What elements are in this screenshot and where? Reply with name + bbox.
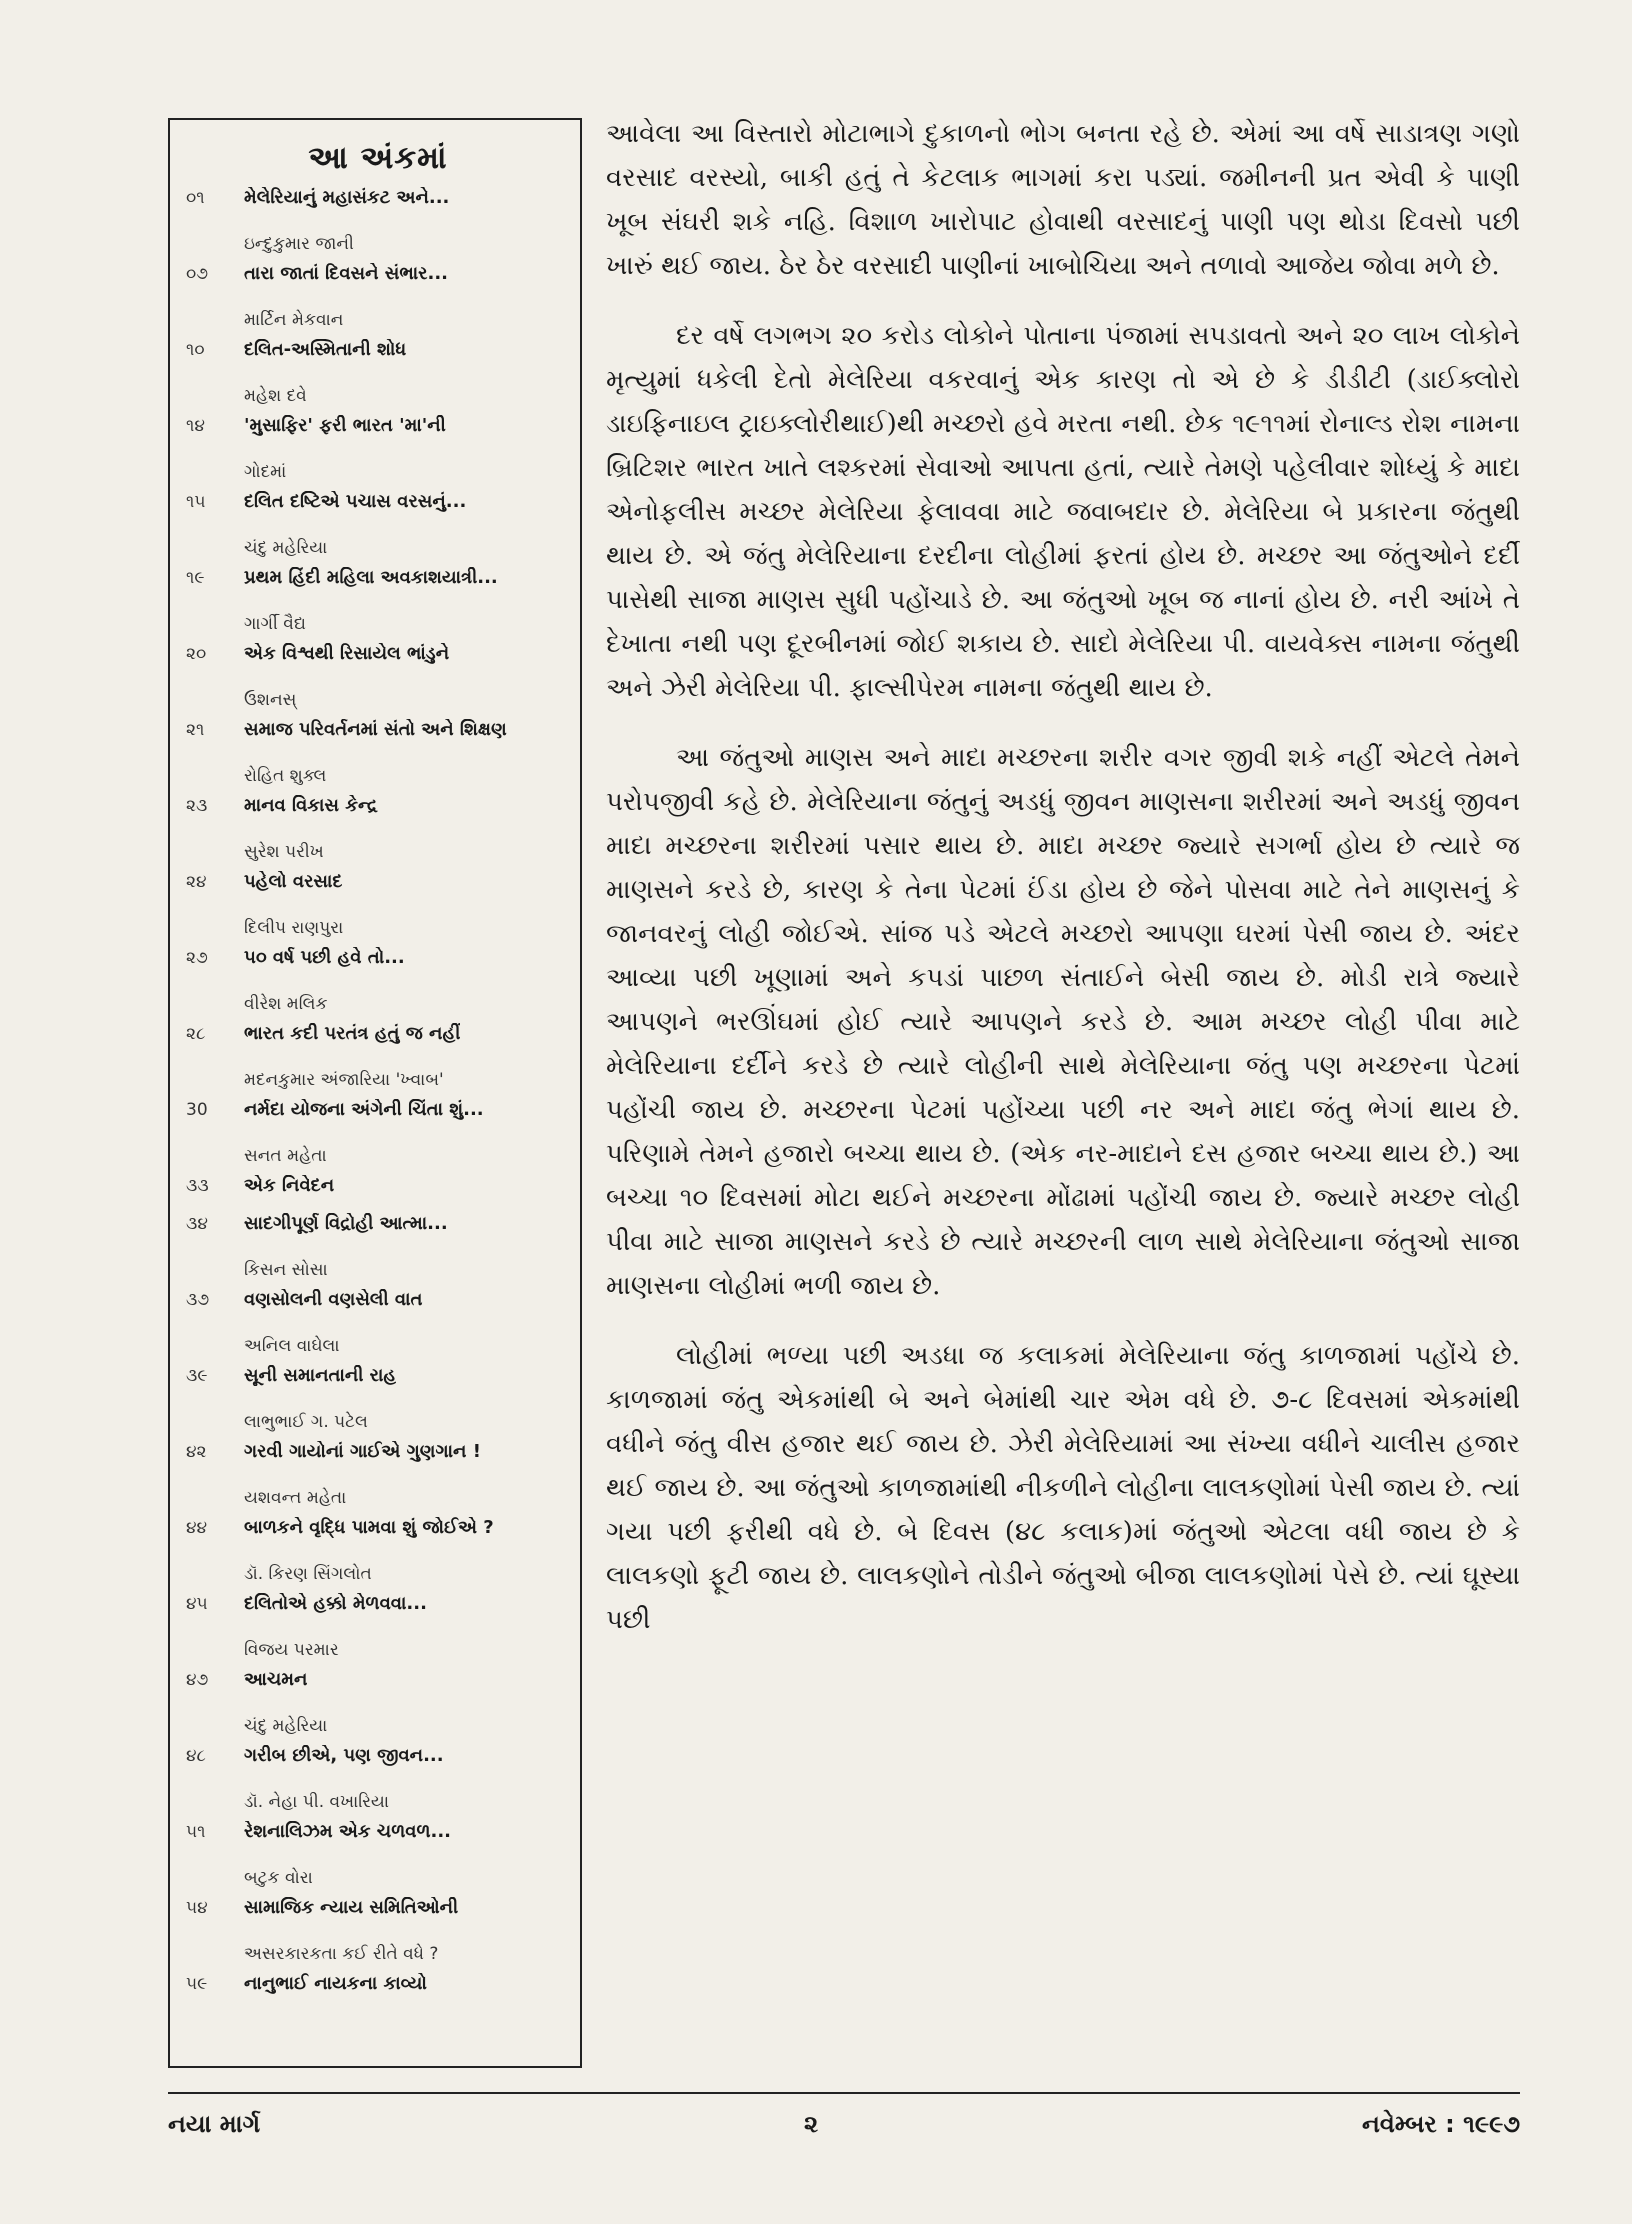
toc-entry-title: ૫૦ વર્ષ પછી હવે તો...	[244, 947, 405, 968]
toc-page-number: ૫૪	[186, 1898, 208, 1918]
toc-page-number: ૧૯	[186, 568, 205, 588]
toc-entry	[186, 795, 570, 871]
toc-entry-title: બાળકને વૃદ્ધિ પામવા શું જોઈએ ?	[244, 1517, 494, 1538]
toc-entry-line	[186, 1441, 570, 1479]
toc-page-number: ૧૦	[186, 340, 205, 360]
toc-page-number: ૩૪	[186, 1214, 208, 1234]
toc-entry	[186, 1669, 570, 1745]
toc-entry-line	[186, 1099, 570, 1137]
toc-page-number: ૨૦	[186, 644, 207, 664]
toc-entry-line	[186, 491, 570, 529]
toc-entry-author: યશવન્ત મહેતા	[244, 1488, 347, 1508]
toc-entry	[186, 415, 570, 491]
toc-title: આ અંકમાં	[308, 140, 448, 176]
toc-page-number: ૨૧	[186, 720, 205, 740]
table-of-contents	[168, 118, 582, 2068]
toc-entry-title: સામાજિક ન્યાય સમિતિઓની	[244, 1897, 459, 1918]
article-body	[606, 112, 1520, 2082]
article-paragraph: આ જંતુઓ માણસ અને માદા મચ્છરના શરીર વગર જીવી શકે નહીં એટલે તેમને પરોપજીવી કહે છે. મેલેરિયાના જંતુનું અડધું જીવન માણસના શરીરમાં અને અડધું જીવન માદા મચ્છરના શરીરમાં પસાર થાય છે. માદા મચ્છર જ્યારે સગર્ભા હોય છે ત્યારે જ માણસને કરડે છે, કારણ કે તેના પેટમાં ઈંડા હોય છે જેને પોસવા માટે તેને માણસનું કે જાનવરનું લોહી જોઈએ. સાંજ પડે એટલે મચ્છરો આપણા ઘરમાં પેસી જાય છે. અંદર આવ્યા પછી ખૂણામાં અને કપડાં પાછળ સંતાઈને બેસી જાય છે. મોડી રાત્રે જ્યારે આપણને ભરઊંઘમાં હોઈ ત્યારે આપણને કરડે છે. આમ મચ્છર લોહી પીવા માટે મેલેરિયાના દર્દીને કરડે છે ત્યારે લોહીની સાથે મેલેરિયાના જંતુ પણ મચ્છરના પેટમાં પહોંચી જાય છે. મચ્છરના પેટમાં પહોંચ્યા પછી નર અને માદા જંતુ ભેગાં થાય છે. પરિણામે તેમને હજારો બચ્ચા થાય છે. (એક નર-માદાને દસ હજાર બચ્ચા થાય છે.) આ બચ્ચા ૧૦ દિવસમાં મોટા થઈને મચ્છરના મોંઢામાં પહોંચી જાય છે. જ્યારે મચ્છર લોહી પીવા માટે સાજા માણસને કરડે છે ત્યારે મચ્છરની લાળ સાથે મેલેરિયાના જંતુઓ સાજા માણસના લોહીમાં ભળી જાય છે.	[606, 743, 1520, 1301]
toc-entry	[186, 1897, 570, 1973]
toc-entry-title: સમાજ પરિવર્તનમાં સંતો અને શિક્ષણ	[244, 719, 507, 740]
toc-entry-title: દલિત દષ્ટિએ પચાસ વરસનું...	[244, 491, 467, 512]
toc-entry-title: ભારત કદી પરતંત્ર હતું જ નહીં	[244, 1023, 461, 1044]
toc-page-number: ૪૨	[186, 1442, 207, 1462]
toc-entry-title: ગરવી ગાયોનાં ગાઈએ ગુણગાન !	[244, 1441, 481, 1462]
toc-entry-title: વણસોલની વણસેલી વાત	[244, 1289, 423, 1310]
toc-page-number: ૩૯	[186, 1366, 208, 1386]
toc-entry-line	[186, 1023, 570, 1061]
toc-entry	[186, 263, 570, 339]
toc-entry-line	[186, 1897, 570, 1935]
toc-entry-line	[186, 871, 570, 909]
toc-page-number: ૨૮	[186, 1024, 206, 1044]
toc-entry-title: ગરીબ છીએ, પણ જીવન...	[244, 1745, 444, 1766]
toc-entry	[186, 643, 570, 719]
toc-page-number: ૫૧	[186, 1822, 206, 1842]
toc-entry-author: ચંદુ મહેરિયા	[244, 1716, 328, 1736]
toc-entry-title: પહેલો વરસાદ	[244, 871, 343, 892]
toc-entry-author: બટુક વોરા	[244, 1868, 313, 1888]
toc-entry	[186, 719, 570, 795]
toc-entry-line	[186, 947, 570, 985]
toc-page-number: ૨૪	[186, 872, 207, 892]
toc-entry-author: વીરેશ મલિક	[244, 994, 328, 1014]
toc-entry	[186, 1821, 570, 1897]
toc-entry-title: પ્રથમ હિંદી મહિલા અવકાશયાત્રી...	[244, 567, 498, 588]
toc-entry-author: માર્ટિન મેકવાન	[244, 310, 344, 330]
toc-entry-author: ઉશનસ્	[244, 690, 297, 710]
toc-entry-title: રેશનાલિઝમ એક ચળવળ...	[244, 1821, 451, 1842]
toc-entry-author: મદનકુમાર અંજારિયા 'ખ્વાબ'	[244, 1070, 444, 1090]
toc-entry-author: અસરકારકતા કઈ રીતે વધે ?	[244, 1944, 439, 1964]
toc-entry-title: એક નિવેદન	[244, 1175, 335, 1196]
toc-entry-line	[186, 719, 570, 757]
toc-entry-line	[186, 567, 570, 605]
toc-entry-title: નાનુભાઈ નાયકના કાવ્યો	[244, 1973, 427, 1994]
toc-entry	[186, 1175, 570, 1213]
magazine-name: નયા માર્ગ	[168, 2110, 261, 2138]
toc-entry-line	[186, 187, 570, 225]
toc-page-number: ૦૧	[186, 188, 205, 208]
toc-entry	[186, 1099, 570, 1175]
toc-entry-author: દિલીપ રાણપુરા	[244, 918, 344, 938]
toc-entry	[186, 567, 570, 643]
toc-entry-title: દલિતોએ હક્કો મેળવવા...	[244, 1593, 427, 1614]
toc-page-number: 30	[186, 1100, 208, 1120]
toc-entry-author: વિજય પરમાર	[244, 1640, 339, 1660]
toc-entry	[186, 187, 570, 263]
toc-entry-title: એક વિશ્વથી રિસાયેલ ભાંડુને	[244, 643, 450, 664]
toc-page-number: ૨૭	[186, 948, 208, 968]
footer-divider	[168, 2092, 1520, 2094]
toc-page-number: ૩૭	[186, 1290, 210, 1310]
page-footer	[168, 2104, 1520, 2144]
toc-entry-author: અનિલ વાઘેલા	[244, 1336, 340, 1356]
toc-entry-line	[186, 415, 570, 453]
toc-entry-line	[186, 1973, 570, 2011]
toc-page-number: ૪૪	[186, 1518, 208, 1538]
toc-entry-title: તારા જાતાં દિવસને સંભાર...	[244, 263, 448, 284]
toc-entry-line	[186, 339, 570, 377]
toc-entry-author: ચંદુ મહેરિયા	[244, 538, 328, 558]
toc-entry-title: સાદગીપૂર્ણ વિદ્રોહી આત્મા...	[244, 1213, 448, 1234]
toc-entry-author: ગાર્ગી વૈદ્ય	[244, 614, 306, 634]
toc-page-number: ૧૫	[186, 492, 206, 512]
article-paragraph: દર વર્ષે લગભગ ૨૦ કરોડ લોકોને પોતાના પંજામાં સપડાવતો અને ૨૦ લાખ લોકોને મૃત્યુમાં ધકેલી દેતો મેલેરિયા વકરવાનું એક કારણ તો એ છે કે ડીડીટી (ડાઈક્લોરો ડાઇફિનાઇલ ટ્રાઇક્લોરીથાઈ)થી મચ્છરો હવે મરતા નથી. છેક ૧૯૧૧માં રોનાલ્ડ રોશ નામના બ્રિટિશર ભારત ખાતે લશ્કરમાં સેવાઓ આપતા હતાં, ત્યારે તેમણે પહેલીવાર શોધ્યું કે માદા એનોફલીસ મચ્છર મેલેરિયા ફેલાવવા માટે જવાબદાર છે. મેલેરિયા બે પ્રકારના જંતુથી થાય છે. એ જંતુ મેલેરિયાના દરદીના લોહીમાં ફરતાં હોય છે. મચ્છર આ જંતુઓને દર્દી પાસેથી સાજા માણસ સુધી પહોંચાડે છે. આ જંતુઓ ખૂબ જ નાનાં હોય છે. નરી આંખે તે દેખાતા નથી પણ દૂરબીનમાં જોઈ શકાય છે. સાદો મેલેરિયા પી. વાયવેક્સ નામના જંતુથી અને ઝેરી મેલેરિયા પી. ફાલ્સીપેરમ નામના જંતુથી થાય છે.	[606, 321, 1520, 703]
toc-entry-author: રોહિત શુક્લ	[244, 766, 327, 786]
toc-entry-author: સનત મહેતા	[244, 1146, 327, 1166]
article-paragraph: લોહીમાં ભળ્યા પછી અડધા જ કલાકમાં મેલેરિયાના જંતુ કાળજામાં પહોંચે છે. કાળજામાં જંતુ એકમાંથી બે અને બેમાંથી ચાર એમ વધે છે. ૭-૮ દિવસમાં એકમાંથી વધીને જંતુ વીસ હજાર થઈ જાય છે. ઝેરી મેલેરિયામાં આ સંખ્યા વધીને ચાલીસ હજાર થઈ જાય છે. આ જંતુઓ કાળજામાંથી નીકળીને લોહીના લાલકણોમાં પેસી જાય છે. ત્યાં ગયા પછી ફરીથી વધે છે. બે દિવસ (૪૮ કલાક)માં જંતુઓ એટલા વધી જાય છે કે લાલકણો ફૂટી જાય છે. લાલકણોને તોડીને જંતુઓ બીજા લાલકણોમાં પેસે છે. ત્યાં ઘૂસ્યા પછી	[606, 1341, 1520, 1635]
toc-entry	[186, 1365, 570, 1441]
article-paragraph: આવેલા આ વિસ્તારો મોટાભાગે દુકાળનો ભોગ બનતા રહે છે. એમાં આ વર્ષે સાડાત્રણ ગણો વરસાદ વરસ્યો, બાકી હતું તે કેટલાક ભાગમાં કરા પડ્યાં. જમીનની પ્રત એવી કે પાણી ખૂબ સંઘરી શકે નહિ. વિશાળ ખારોપાટ હોવાથી વરસાદનું પાણી પણ થોડા દિવસો પછી ખારું થઈ જાય. ઠેર ઠેર વરસાદી પાણીનાં ખાબોચિયા અને તળાવો આજેય જોવા મળે છે.	[606, 119, 1520, 281]
toc-entry	[186, 1593, 570, 1669]
toc-entry-line	[186, 643, 570, 681]
page-number: ૨	[804, 2110, 819, 2138]
toc-entry-author: ઇન્દુકુમાર જાની	[244, 234, 354, 254]
toc-page-number: ૫૯	[186, 1974, 208, 1994]
toc-entry-line	[186, 1517, 570, 1555]
toc-entry-title: આચમન	[244, 1669, 308, 1690]
toc-entry	[186, 1213, 570, 1289]
toc-entry-author: કિસન સોસા	[244, 1260, 328, 1280]
toc-page-number: ૩૩	[186, 1176, 209, 1196]
toc-entry-line	[186, 1593, 570, 1631]
toc-entry	[186, 1289, 570, 1365]
toc-entry-line	[186, 795, 570, 833]
toc-entry-line	[186, 263, 570, 301]
toc-entry	[186, 339, 570, 415]
toc-entry-line	[186, 1669, 570, 1707]
toc-entry-title: દલિત-અસ્મિતાની શોધ	[244, 339, 407, 360]
toc-page-number: ૪૮	[186, 1746, 206, 1766]
toc-entry	[186, 871, 570, 947]
toc-entry-title: 'મુસાફિર' ફરી ભારત 'મા'ની	[244, 415, 446, 436]
toc-entry-line	[186, 1821, 570, 1859]
toc-page-number: ૧૪	[186, 416, 205, 436]
toc-entry-title: માનવ વિકાસ કેન્દ્ર	[244, 795, 378, 816]
toc-entry	[186, 1441, 570, 1517]
toc-entry	[186, 1023, 570, 1099]
toc-entry-line	[186, 1745, 570, 1783]
toc-list	[186, 187, 570, 2011]
toc-entry-author: સુરેશ પરીખ	[244, 842, 324, 862]
toc-entry-title: સૂની સમાનતાની રાહ	[244, 1365, 397, 1386]
toc-entry-title: મેલેરિયાનું મહાસંકટ અને...	[244, 187, 450, 208]
toc-entry-line	[186, 1365, 570, 1403]
toc-entry-title: નર્મદા યોજના અંગેની ચિંતા શું...	[244, 1099, 484, 1120]
toc-entry	[186, 947, 570, 1023]
toc-entry-author: ગોદમાં	[244, 462, 287, 482]
issue-date: નવેમ્બર : ૧૯૯૭	[1362, 2110, 1520, 2138]
toc-entry-author: ડૉ. નેહા પી. વખારિયા	[244, 1792, 389, 1812]
toc-entry	[186, 1745, 570, 1821]
toc-entry	[186, 1517, 570, 1593]
toc-entry	[186, 1973, 570, 2011]
toc-entry-author: ડૉ. કિરણ સિંગલોત	[244, 1564, 372, 1584]
toc-entry-author: મહેશ દવે	[244, 386, 307, 406]
toc-page-number: ૪૫	[186, 1594, 208, 1614]
toc-entry-author: લાભુભાઈ ગ. પટેલ	[244, 1412, 368, 1432]
toc-page-number: ૨૩	[186, 796, 208, 816]
toc-entry	[186, 491, 570, 567]
toc-entry-line	[186, 1213, 570, 1251]
toc-entry-line	[186, 1289, 570, 1327]
toc-page-number: ૦૭	[186, 264, 209, 284]
toc-entry-line	[186, 1175, 570, 1213]
toc-page-number: ૪૭	[186, 1670, 209, 1690]
